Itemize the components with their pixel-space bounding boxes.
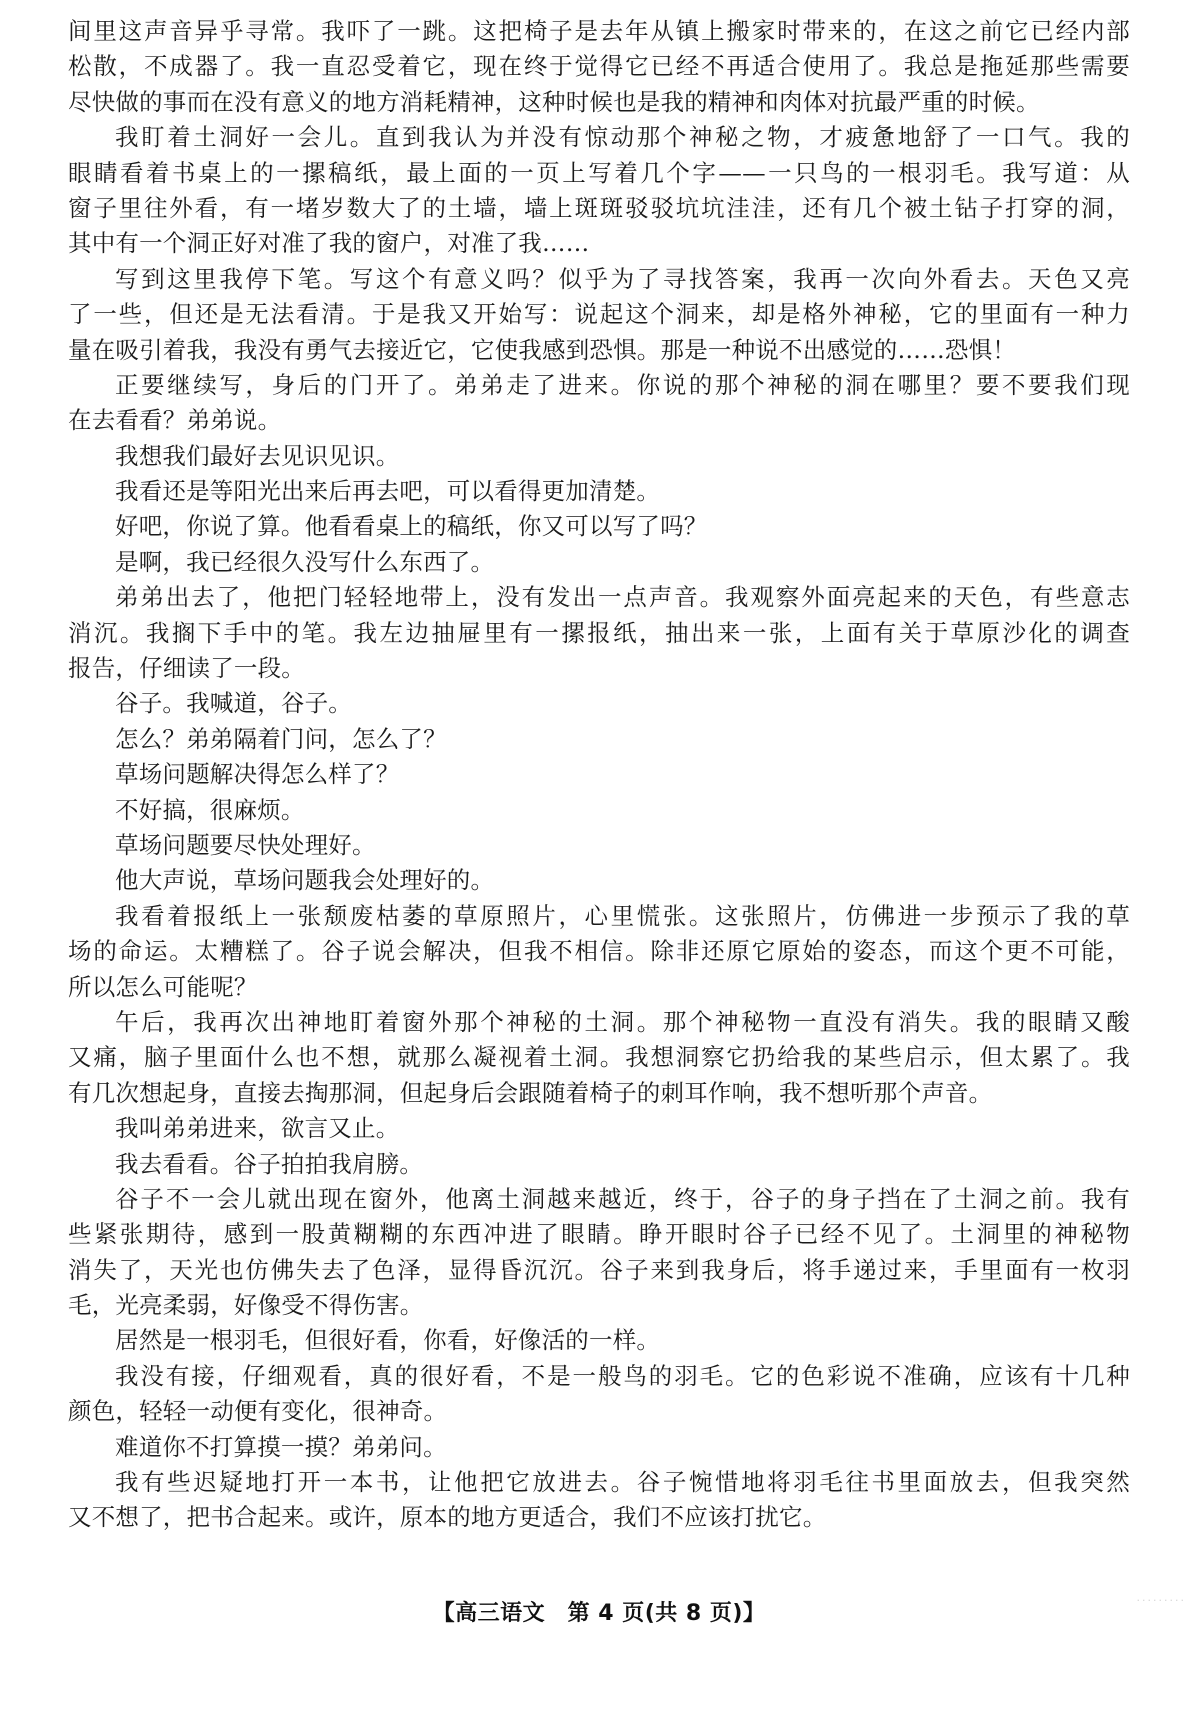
text-line: 有几次想起身，直接去掏那洞，但起身后会跟随着椅子的刺耳作响，我不想听那个声音。 — [68, 1078, 993, 1107]
text-line: 消沉。我搁下手中的笔。我左边抽屉里有一摞报纸，抽出来一张，上面有关于草原沙化的调查 — [68, 618, 1130, 647]
text-line: 怎么？弟弟隔着门问，怎么了？ — [115, 724, 447, 753]
text-line: 我去看看。谷子拍拍我肩膀。 — [115, 1149, 424, 1178]
text-line: 难道你不打算摸一摸？弟弟问。 — [115, 1432, 447, 1461]
text-line: 眼睛看着书桌上的一摞稿纸，最上面的一页上写着几个字——一只鸟的一根羽毛。我写道：从 — [68, 158, 1130, 187]
text-line: 谷子不一会儿就出现在窗外，他离土洞越来越近，终于，谷子的身子挡在了土洞之前。我有 — [115, 1184, 1130, 1213]
exam-page — [68, 14, 1130, 1704]
text-line: 好吧，你说了算。他看看桌上的稿纸，你又可以写了吗？ — [115, 512, 708, 541]
text-line: 尽快做的事而在没有意义的地方消耗精神，这种时候也是我的精神和肉体对抗最严重的时候。 — [68, 87, 1040, 116]
text-line: 些紧张期待，感到一股黄糊糊的东西冲进了眼睛。睁开眼时谷子已经不见了。土洞里的神秘物 — [68, 1220, 1130, 1249]
text-line: 我盯着土洞好一会儿。直到我认为并没有惊动那个神秘之物，才疲惫地舒了一口气。我的 — [115, 123, 1130, 152]
text-line: 又痛，脑子里面什么也不想，就那么凝视着土洞。我想洞察它扔给我的某些启示，但太累了。我 — [68, 1043, 1130, 1072]
text-line: 毛，光亮柔弱，好像受不得伤害。 — [68, 1291, 424, 1320]
text-line: 不好搞，很麻烦。 — [115, 795, 305, 824]
text-line: 午后，我再次出神地盯着窗外那个神秘的土洞。那个神秘物一直没有消失。我的眼睛又酸 — [115, 1007, 1130, 1036]
watermark-dots: ········· — [1136, 1594, 1186, 1607]
text-line: 写到这里我停下笔。写这个有意义吗？似乎为了寻找答案，我再一次向外看去。天色又亮 — [115, 264, 1130, 293]
text-line: 场的命运。太糟糕了。谷子说会解决，但我不相信。除非还原它原始的姿态，而这个更不可能， — [68, 937, 1130, 966]
reading-passage — [68, 14, 1130, 1536]
text-line: 消失了，天光也仿佛失去了色泽，显得昏沉沉。谷子来到我身后，将手递过来，手里面有一枚羽 — [68, 1255, 1130, 1284]
text-line: 是啊，我已经很久没写什么东西了。 — [115, 547, 495, 576]
text-line: 我想我们最好去见识见识。 — [115, 441, 400, 470]
text-line: 松散，不成器了。我一直忍受着它，现在终于觉得它已经不再适合使用了。我总是拖延那些需要 — [68, 52, 1130, 81]
text-line: 报告，仔细读了一段。 — [68, 654, 305, 683]
text-line: 谷子。我喊道，谷子。 — [115, 689, 352, 718]
text-line: 颜色，轻轻一动便有变化，很神奇。 — [68, 1397, 448, 1426]
page-footer: 【高三语文 第 4 页(共 8 页)】 — [432, 1601, 766, 1626]
text-line: 居然是一根羽毛，但很好看，你看，好像活的一样。 — [115, 1326, 661, 1355]
text-line: 又不想了，把书合起来。或许，原本的地方更适合，我们不应该打扰它。 — [68, 1503, 827, 1532]
text-line: 我没有接，仔细观看，真的很好看，不是一般鸟的羽毛。它的色彩说不准确，应该有十几种 — [115, 1361, 1130, 1390]
text-line: 其中有一个洞正好对准了我的窗户，对准了我…… — [68, 229, 590, 258]
text-line: 间里这声音异乎寻常。我吓了一跳。这把椅子是去年从镇上搬家时带来的，在这之前它已经内部 — [68, 17, 1130, 45]
text-line: 我叫弟弟进来，欲言又止。 — [115, 1114, 400, 1143]
text-line: 正要继续写，身后的门开了。弟弟走了进来。你说的那个神秘的洞在哪里？要不要我们现 — [115, 370, 1130, 399]
text-line: 所以怎么可能呢？ — [68, 972, 258, 1001]
text-line: 他大声说，草场问题我会处理好的。 — [115, 866, 495, 895]
text-line: 我有些迟疑地打开一本书，让他把它放进去。谷子惋惜地将羽毛往书里面放去，但我突然 — [115, 1468, 1130, 1497]
text-line: 草场问题解决得怎么样了？ — [115, 760, 400, 789]
text-line: 草场问题要尽快处理好。 — [115, 830, 376, 859]
text-line: 弟弟出去了，他把门轻轻地带上，没有发出一点声音。我观察外面亮起来的天色，有些意志 — [115, 583, 1130, 612]
text-line: 窗子里往外看，有一堵岁数大了的土墙，墙上斑斑驳驳坑坑洼洼，还有几个被土钻子打穿的洞， — [68, 193, 1130, 222]
text-line: 我看着报纸上一张颓废枯萎的草原照片，心里慌张。这张照片，仿佛进一步预示了我的草 — [115, 901, 1130, 930]
text-line: 了一些，但还是无法看清。于是我又开始写：说起这个洞来，却是格外神秘，它的里面有一种力 — [68, 300, 1130, 329]
text-line: 量在吸引着我，我没有勇气去接近它，它使我感到恐惧。那是一种说不出感觉的……恐惧！ — [68, 335, 1016, 364]
text-line: 在去看看？弟弟说。 — [68, 406, 282, 435]
text-line: 我看还是等阳光出来后再去吧，可以看得更加清楚。 — [115, 477, 661, 506]
